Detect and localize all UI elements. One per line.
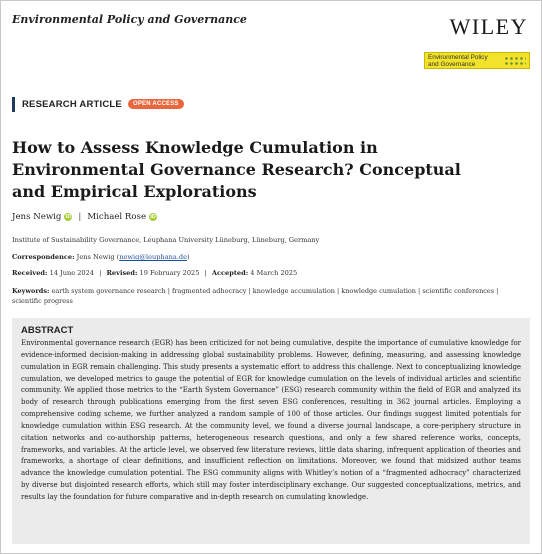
correspondence-label: Correspondence: — [12, 253, 75, 261]
journal-cover-thumbnail[interactable] — [424, 52, 530, 69]
author-name[interactable]: Michael Rose — [87, 212, 147, 222]
keywords-label: Keywords: — [12, 287, 50, 295]
article-type-row — [12, 97, 184, 111]
abstract-heading: ABSTRACT — [21, 325, 74, 336]
keywords — [12, 287, 512, 306]
affiliation: Institute of Sustainability Governance, Leuphana University Lüneburg, Lüneburg, Germany — [12, 236, 320, 244]
keywords-text: earth system governance research | fragmented adhocracy | knowledge accumulation | knowledge cumulation | scientific conferences | scientific progress — [12, 287, 499, 305]
received-date: 14 June 2024 — [49, 269, 94, 277]
article-title: How to Assess Knowledge Cumulation in Environmental Governance Research? Conceptual and Empirical Explorations — [12, 138, 461, 201]
received-label: Received: — [12, 269, 48, 277]
orcid-icon[interactable]: iD — [150, 214, 156, 220]
open-access-badge: OPEN ACCESS — [128, 99, 184, 109]
accent-bar — [12, 97, 15, 112]
accepted-label: Accepted: — [211, 269, 249, 277]
date-separator: | — [99, 269, 102, 277]
publisher-logo[interactable]: WILEY — [449, 14, 528, 39]
article-type-label: RESEARCH ARTICLE — [22, 98, 122, 110]
cover-pattern-icon — [504, 56, 526, 66]
author-name[interactable]: Jens Newig — [12, 212, 62, 222]
abstract-text: Environmental governance research (EGR) has been criticized for not being cumulative, despite the importance of cumulative knowledge for evidence-informed decision-making in addressing global sustainability problems. However, defining, measuring, and assessing knowledge cumulation in EGR remain challenging. This study presents a systematic effort to address this challenge. Next to conceptualizing knowledge cumulation, we developed metrics to gauge the potential of EGR for knowledge cumulation on the levels of individual articles and scientific community. We applied those metrics to the “Earth System Governance” (ESG) research community within the field of EGR and analyzed its body of research through publications emerging from the first seven ESG conferences, resulting in 362 journal articles. Employing a comprehensive coding scheme, we further analyzed a random sample of 100 of those articles. Our findings suggest limited potentials for knowledge cumulation within ESG research. At the community level, we found a diverse journal landscape, a core-periphery structure in citation networks and co-authorship patterns, heterogeneous research questions, and only a few shared reference works, concepts, frameworks, and variables. At the article level, we observed few literature reviews, little data sharing, infrequent application of theories and frameworks, a shortage of clear definitions, and insufficient reflection on limitations. Moreover, we found that midsized author teams advance the knowledge cumulation potential. The ESG community aligns with Whitley’s notion of a “fragmented adhocracy” characterized by diverse but disjointed research efforts, which still may foster interdisciplinary exchange. Our suggested conceptualizations, metrics, and results lay the foundation for future comparative and in-depth research on cumulating knowledge. — [21, 339, 521, 501]
article-dates — [12, 269, 297, 277]
correspondence — [12, 253, 190, 261]
accepted-date: 4 March 2025 — [250, 269, 298, 277]
revised-label: Revised: — [106, 269, 138, 277]
journal-name[interactable]: Environmental Policy and Governance — [12, 13, 247, 26]
correspondence-email-link[interactable]: newig@leuphana.de — [119, 253, 188, 261]
correspondence-close: ) — [187, 253, 190, 261]
author-separator: | — [78, 212, 82, 222]
abstract-box — [12, 318, 530, 544]
cover-title: Environmental Policy and Governance — [428, 54, 488, 68]
revised-date: 19 February 2025 — [139, 269, 200, 277]
correspondence-name: Jens Newig ( — [76, 253, 120, 261]
orcid-icon[interactable]: iD — [65, 214, 72, 220]
author-list — [12, 212, 157, 222]
date-separator: | — [204, 269, 207, 277]
